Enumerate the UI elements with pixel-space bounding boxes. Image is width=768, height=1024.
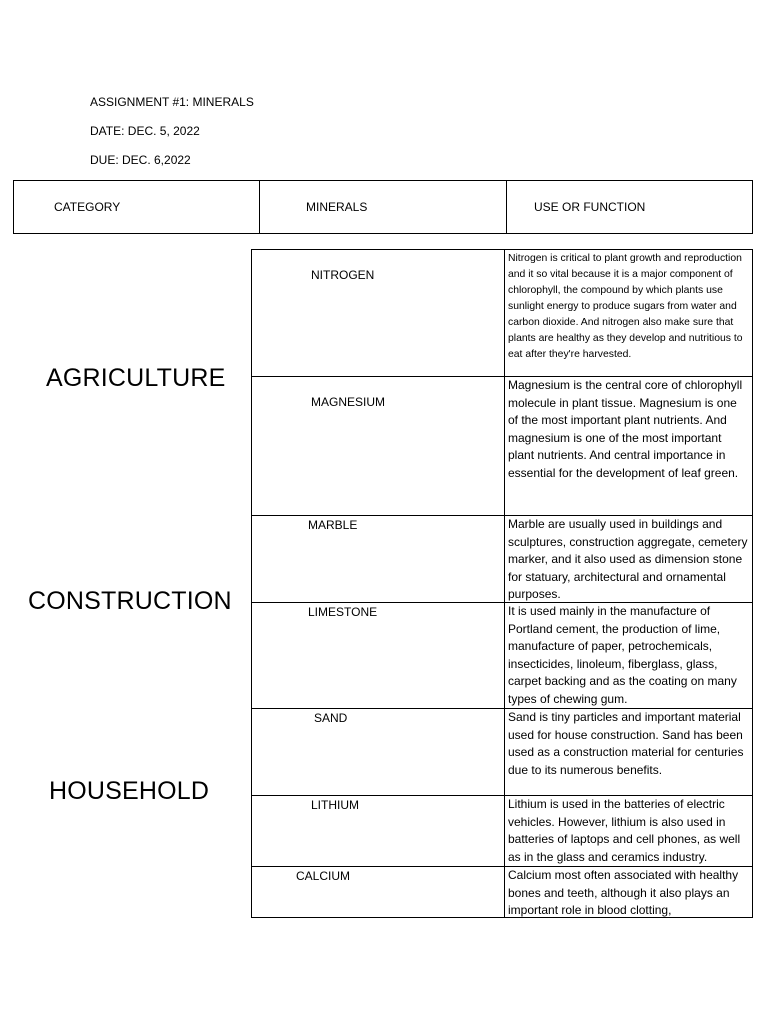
assignment-title: ASSIGNMENT #1: MINERALS — [90, 95, 254, 109]
category-construction: CONSTRUCTION — [28, 587, 232, 615]
mineral-use: Sand is tiny particles and important material used for house construction. Sand has been used as a construction material for centuries due to its numerous benefits. — [508, 710, 744, 777]
header-minerals-label: MINERALS — [306, 200, 368, 214]
mineral-name: LITHIUM — [311, 798, 359, 812]
header-cell-minerals — [260, 181, 507, 233]
header-use-label: USE OR FUNCTION — [534, 200, 646, 214]
table-row-limestone — [252, 603, 752, 709]
header-cell-use — [507, 181, 752, 233]
minerals-table — [251, 249, 753, 918]
table-row-magnesium — [252, 377, 752, 516]
assignment-due-date: DUE: DEC. 6,2022 — [90, 153, 191, 167]
mineral-name: MARBLE — [308, 518, 358, 532]
mineral-name: NITROGEN — [311, 268, 375, 282]
mineral-name: CALCIUM — [296, 869, 351, 883]
mineral-name: LIMESTONE — [308, 605, 378, 619]
header-category-label: CATEGORY — [54, 200, 121, 214]
table-row-sand — [252, 709, 752, 796]
mineral-use: Nitrogen is critical to plant growth and reproduction and it so vital because it is a major component of chlorophyll, the compound by which plants use sunlight energy to produce sugars from water and carbon dioxide. And nitrogen also make sure that plants are healthy as they develop and nutritious to eat after they're harvested. — [508, 253, 743, 360]
mineral-use: Marble are usually used in buildings and sculptures, construction aggregate, cemetery marker, and it also used as dimension stone for statuary, architectural and ornamental purposes. — [508, 517, 748, 602]
table-row-nitrogen — [252, 250, 752, 377]
table-row-lithium — [252, 796, 752, 867]
mineral-use: Lithium is used in the batteries of electric vehicles. However, lithium is also used in batteries of laptops and cell phones, as well as in the glass and ceramics industry. — [508, 797, 741, 864]
mineral-use: Magnesium is the central core of chlorophyll molecule in plant tissue. Magnesium is one of the most important plant nutrients. And magnesium is one of the most important plant nutrients. And central importance in essential for the development of leaf green. — [508, 378, 743, 480]
mineral-name: MAGNESIUM — [311, 395, 386, 409]
table-row-marble — [252, 516, 752, 603]
mineral-name: SAND — [314, 711, 348, 725]
assignment-date: DATE: DEC. 5, 2022 — [90, 124, 200, 138]
header-table — [13, 180, 753, 234]
header-cell-category — [14, 181, 260, 233]
table-row-calcium — [252, 867, 752, 917]
mineral-use: Calcium most often associated with healthy bones and teeth, although it also plays an important role in blood clotting, — [508, 868, 739, 918]
mineral-use: It is used mainly in the manufacture of Portland cement, the production of lime, manufacture of paper, petrochemicals, insecticides, linoleum, fiberglass, glass, carpet backing and as the coating on many types of chewing gum. — [508, 604, 737, 706]
category-agriculture: AGRICULTURE — [46, 364, 226, 392]
category-household: HOUSEHOLD — [49, 777, 210, 805]
